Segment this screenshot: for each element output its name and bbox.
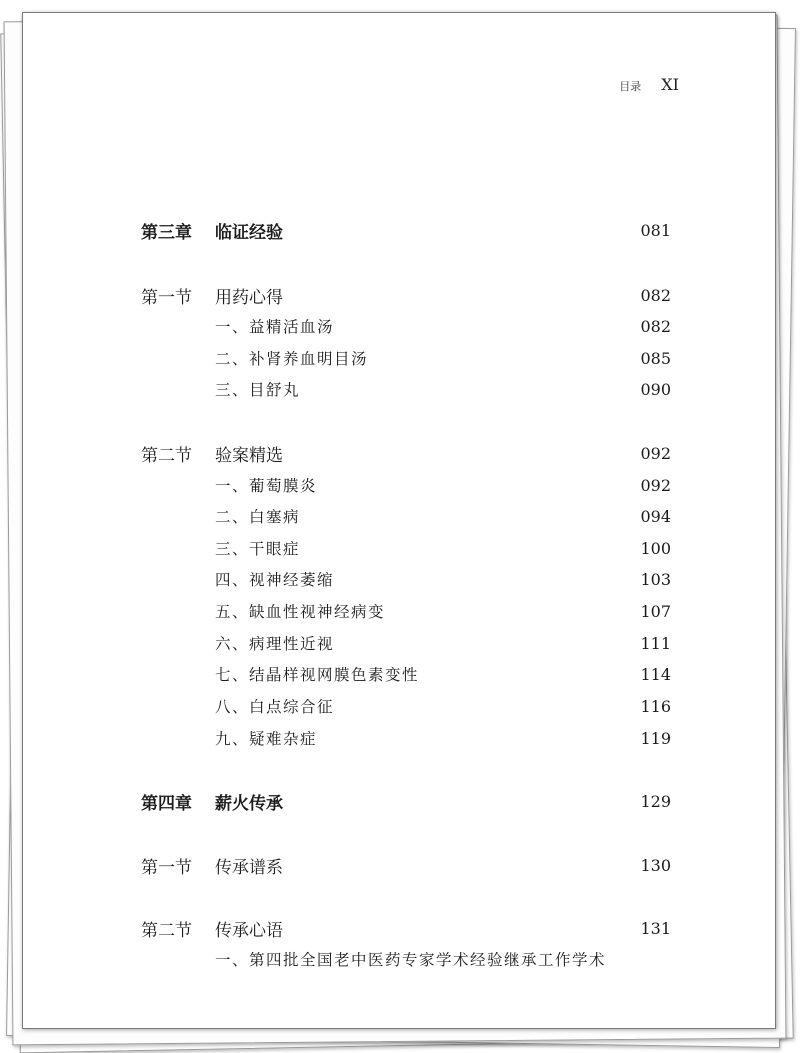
toc-entry-number: 第一节 — [141, 857, 192, 878]
toc-item-row[interactable] — [23, 534, 775, 562]
toc-entry-title: 验案精选 — [215, 445, 283, 466]
toc-entry-title: 四、视神经萎缩 — [215, 571, 335, 589]
toc-item-row[interactable] — [23, 344, 775, 372]
toc-item-row[interactable] — [23, 375, 775, 403]
toc-entry-title: 五、缺血性视神经病变 — [215, 603, 386, 621]
toc-section-row[interactable] — [23, 439, 775, 467]
toc-item-row[interactable] — [23, 597, 775, 625]
toc-entry-title: 三、干眼症 — [215, 540, 301, 558]
toc-entry-page: 103 — [640, 569, 671, 589]
toc-entry-title: 一、益精活血汤 — [215, 318, 335, 336]
toc-entry-number: 第四章 — [141, 793, 192, 814]
toc-item-row[interactable] — [23, 724, 775, 752]
toc-entry-title: 用药心得 — [215, 287, 283, 308]
toc-item-row[interactable] — [23, 502, 775, 530]
toc-entry-number: 第三章 — [141, 222, 192, 243]
toc-item-row[interactable] — [23, 565, 775, 593]
toc-item-row[interactable] — [23, 629, 775, 657]
running-head-label: 目录 — [619, 80, 642, 93]
toc-entry-title: 九、疑难杂症 — [215, 730, 318, 748]
toc-section-row[interactable] — [23, 914, 775, 942]
toc-entry-page: 081 — [640, 220, 671, 240]
toc-entry-page: 094 — [640, 506, 671, 526]
toc-entry-page: 085 — [640, 348, 671, 368]
toc-item-row[interactable] — [23, 312, 775, 340]
toc-entry-title: 六、病理性近视 — [215, 635, 335, 653]
toc-section-row[interactable] — [23, 281, 775, 309]
toc-entry-page: 119 — [640, 728, 671, 748]
toc-entry-title: 八、白点综合征 — [215, 698, 335, 716]
toc-chapter-row[interactable] — [23, 787, 775, 815]
toc-entry-title: 二、补肾养血明目汤 — [215, 350, 369, 368]
toc-entry-page: 114 — [640, 664, 671, 684]
toc-entry-page: 130 — [640, 855, 671, 875]
toc-entry-page: 111 — [640, 633, 671, 653]
running-head-page-number: XI — [661, 75, 679, 94]
toc-entry-page: 131 — [640, 918, 671, 938]
toc-entry-page: 082 — [640, 316, 671, 336]
table-of-contents — [23, 13, 775, 1028]
toc-section-row[interactable] — [23, 851, 775, 879]
toc-entry-title: 二、白塞病 — [215, 508, 301, 526]
toc-entry-title: 传承心语 — [215, 920, 283, 941]
toc-chapter-row[interactable] — [23, 216, 775, 244]
toc-entry-title: 七、结晶样视网膜色素变性 — [215, 666, 420, 684]
toc-entry-title: 一、第四批全国老中医药专家学术经验继承工作学术 — [215, 951, 607, 969]
toc-entry-number: 第二节 — [141, 445, 192, 466]
toc-entry-page: 107 — [640, 601, 671, 621]
toc-page — [22, 12, 776, 1029]
toc-entry-page: 116 — [640, 696, 671, 716]
toc-entry-page: 082 — [640, 285, 671, 305]
toc-entry-page: 129 — [640, 791, 671, 811]
toc-entry-page: 090 — [640, 379, 671, 399]
toc-entry-title: 一、葡萄膜炎 — [215, 477, 318, 495]
toc-entry-page: 100 — [640, 538, 671, 558]
toc-entry-page: 092 — [640, 443, 671, 463]
toc-entry-title: 临证经验 — [215, 222, 283, 243]
toc-entry-title: 传承谱系 — [215, 857, 283, 878]
toc-entry-title: 薪火传承 — [215, 793, 283, 814]
toc-item-row[interactable] — [23, 692, 775, 720]
toc-item-row[interactable] — [23, 945, 775, 973]
toc-item-row[interactable] — [23, 660, 775, 688]
toc-entry-number: 第一节 — [141, 287, 192, 308]
toc-entry-title: 三、目舒丸 — [215, 381, 301, 399]
toc-entry-page: 092 — [640, 475, 671, 495]
toc-entry-number: 第二节 — [141, 920, 192, 941]
toc-item-row[interactable] — [23, 471, 775, 499]
